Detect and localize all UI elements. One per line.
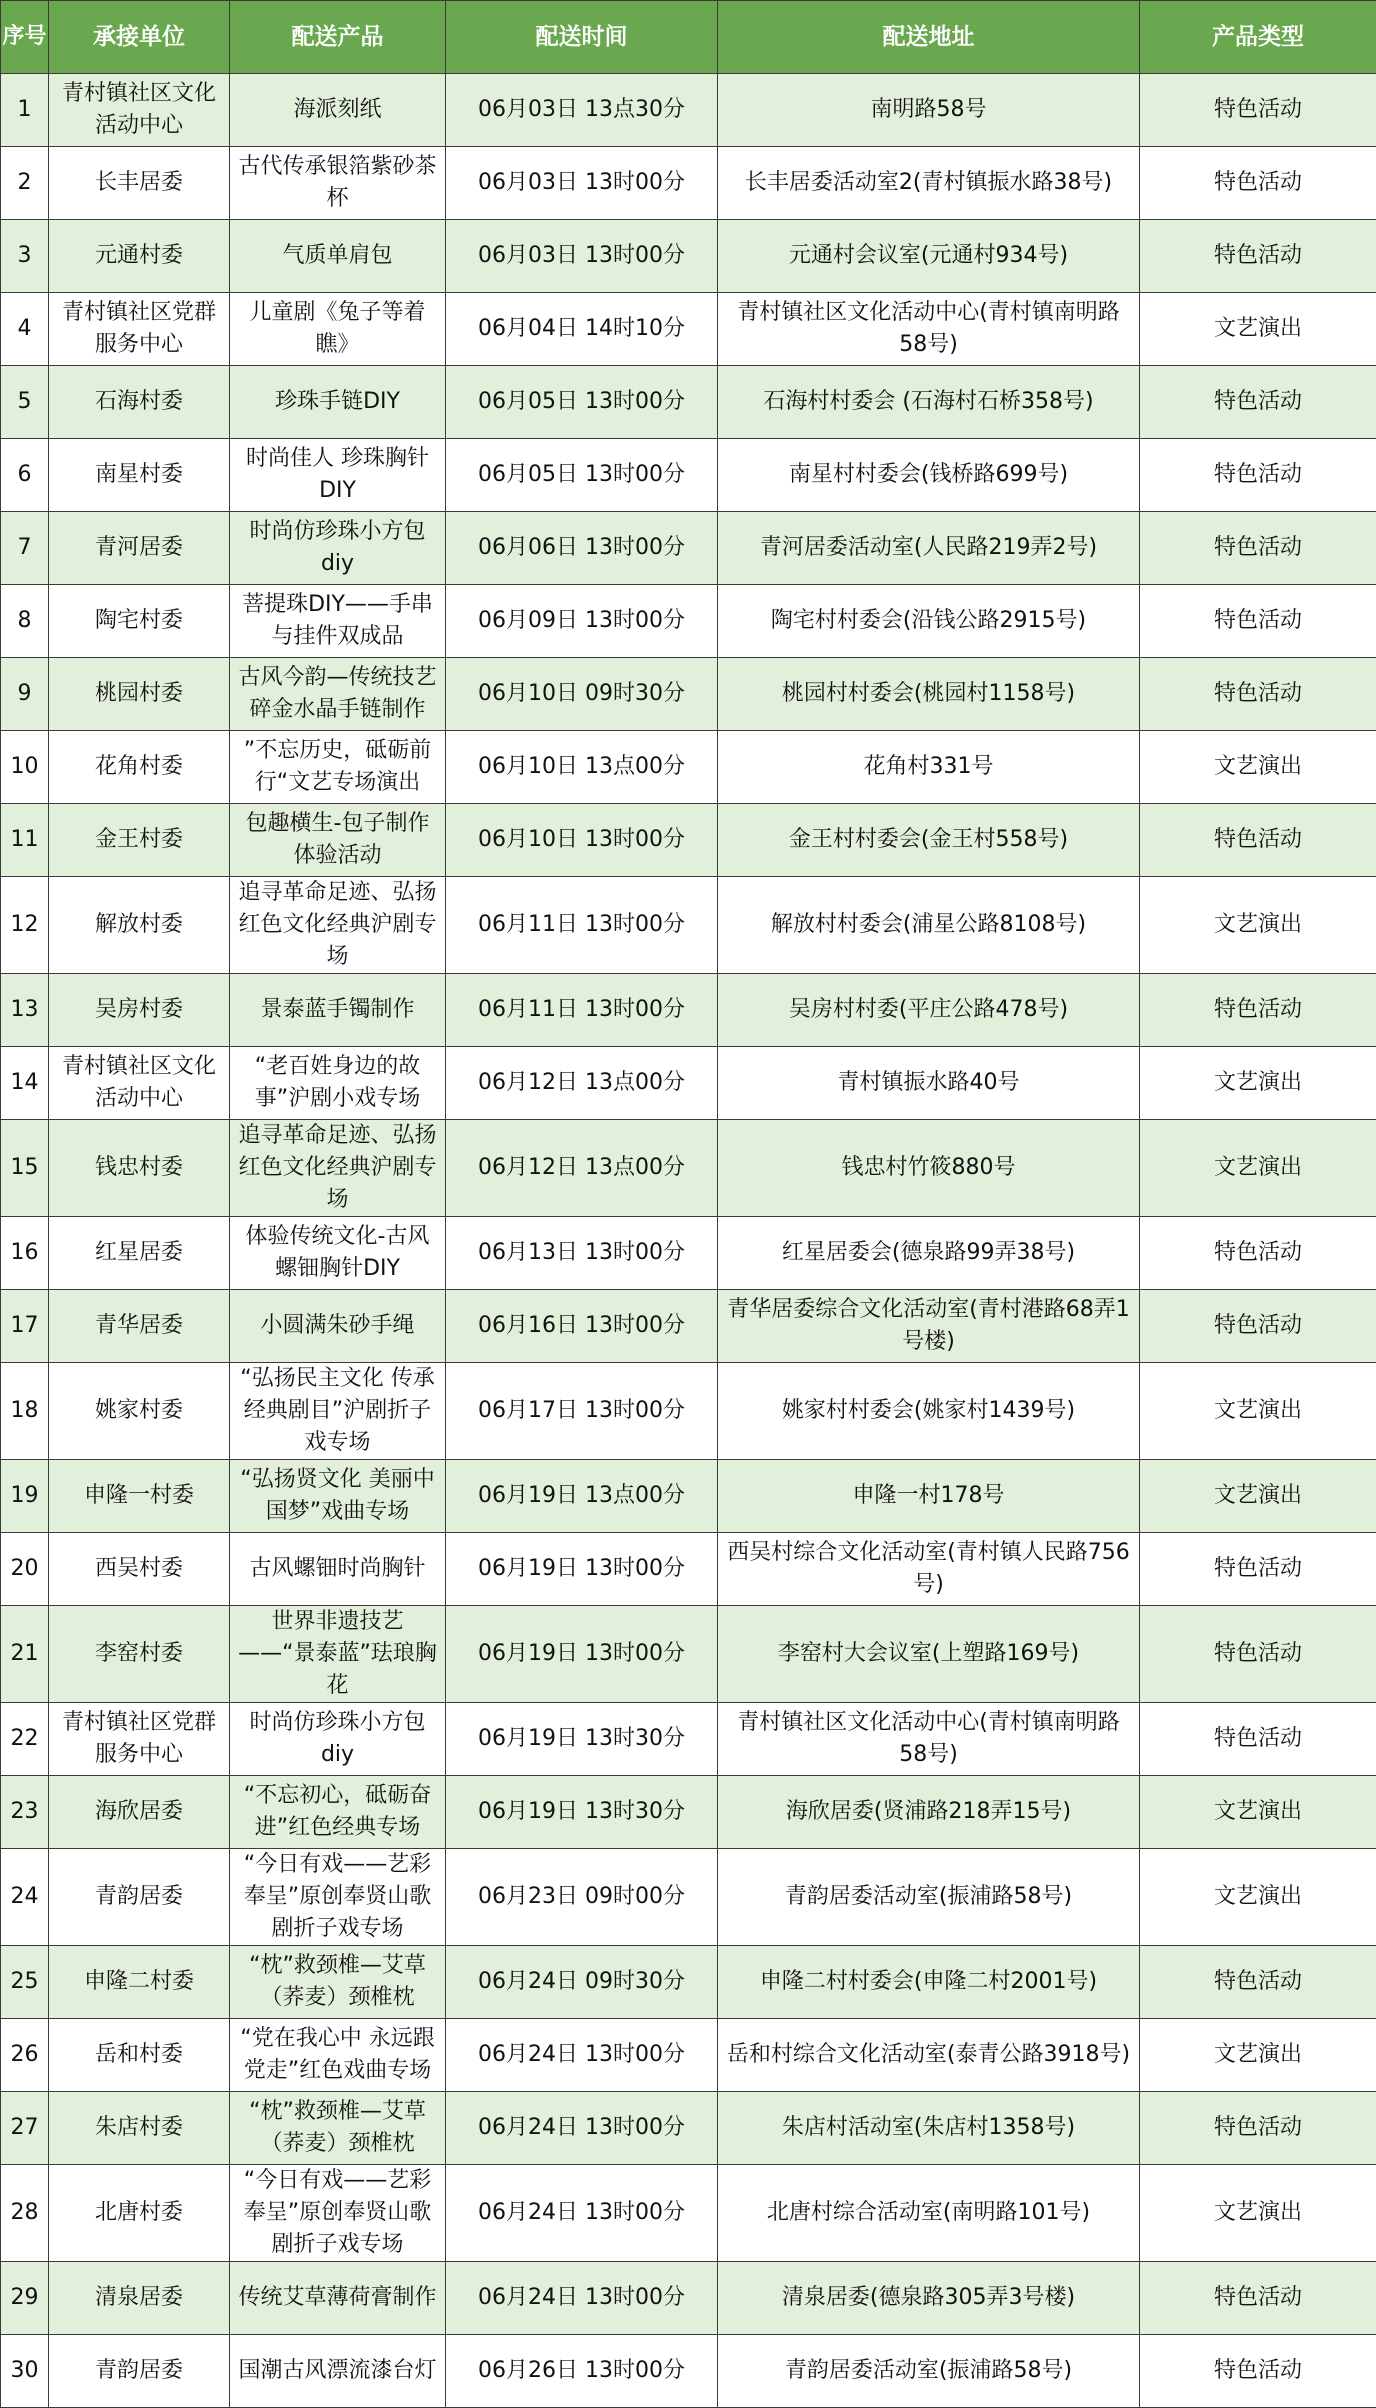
cell-index: 27 <box>1 2092 49 2165</box>
cell-time: 06月10日 09时30分 <box>446 658 718 731</box>
cell-type: 文艺演出 <box>1140 1776 1376 1849</box>
cell-product: 儿童剧《兔子等着瞧》 <box>230 293 446 366</box>
table-row <box>1 147 1376 220</box>
cell-address: 西吴村综合文化活动室(青村镇人民路756号) <box>718 1533 1140 1606</box>
cell-address: 青村镇社区文化活动中心(青村镇南明路58号) <box>718 293 1140 366</box>
cell-address: 石海村村委会 (石海村石桥358号) <box>718 366 1140 439</box>
table-row <box>1 2019 1376 2092</box>
cell-index: 28 <box>1 2165 49 2262</box>
cell-time: 06月11日 13时00分 <box>446 877 718 974</box>
table-row <box>1 1533 1376 1606</box>
cell-unit: 钱忠村委 <box>49 1120 230 1217</box>
cell-unit: 青华居委 <box>49 1290 230 1363</box>
cell-time: 06月05日 13时00分 <box>446 366 718 439</box>
cell-unit: 青韵居委 <box>49 2335 230 2408</box>
header-type: 产品类型 <box>1140 1 1376 74</box>
cell-product: 珍珠手链DIY <box>230 366 446 439</box>
cell-index: 1 <box>1 74 49 147</box>
cell-address: 北唐村综合活动室(南明路101号) <box>718 2165 1140 2262</box>
table-row <box>1 585 1376 658</box>
cell-type: 文艺演出 <box>1140 293 1376 366</box>
cell-product: 菩提珠DIY——手串与挂件双成品 <box>230 585 446 658</box>
cell-unit: 青村镇社区文化活动中心 <box>49 74 230 147</box>
cell-index: 20 <box>1 1533 49 1606</box>
cell-unit: 青村镇社区党群服务中心 <box>49 1703 230 1776</box>
table-row <box>1 220 1376 293</box>
cell-index: 18 <box>1 1363 49 1460</box>
cell-product: 世界非遗技艺——“景泰蓝”珐琅胸花 <box>230 1606 446 1703</box>
cell-unit: 石海村委 <box>49 366 230 439</box>
cell-index: 12 <box>1 877 49 974</box>
cell-address: 解放村村委会(浦星公路8108号) <box>718 877 1140 974</box>
cell-type: 文艺演出 <box>1140 2165 1376 2262</box>
cell-time: 06月26日 13时00分 <box>446 2335 718 2408</box>
table-row <box>1 366 1376 439</box>
cell-time: 06月19日 13时30分 <box>446 1703 718 1776</box>
cell-address: 清泉居委(德泉路305弄3号楼) <box>718 2262 1140 2335</box>
cell-type: 文艺演出 <box>1140 1363 1376 1460</box>
cell-type: 特色活动 <box>1140 1217 1376 1290</box>
cell-address: 岳和村综合文化活动室(泰青公路3918号) <box>718 2019 1140 2092</box>
cell-unit: 西吴村委 <box>49 1533 230 1606</box>
cell-type: 特色活动 <box>1140 585 1376 658</box>
cell-time: 06月19日 13时00分 <box>446 1606 718 1703</box>
cell-time: 06月24日 13时00分 <box>446 2019 718 2092</box>
cell-type: 特色活动 <box>1140 974 1376 1047</box>
cell-type: 特色活动 <box>1140 1946 1376 2019</box>
cell-time: 06月03日 13点30分 <box>446 74 718 147</box>
cell-index: 21 <box>1 1606 49 1703</box>
cell-address: 李窑村大会议室(上塑路169号) <box>718 1606 1140 1703</box>
cell-index: 5 <box>1 366 49 439</box>
cell-address: 南星村村委会(钱桥路699号) <box>718 439 1140 512</box>
table-row <box>1 877 1376 974</box>
table-row <box>1 1120 1376 1217</box>
cell-time: 06月19日 13点00分 <box>446 1460 718 1533</box>
cell-unit: 青村镇社区党群服务中心 <box>49 293 230 366</box>
cell-index: 19 <box>1 1460 49 1533</box>
cell-index: 10 <box>1 731 49 804</box>
cell-type: 特色活动 <box>1140 1290 1376 1363</box>
cell-time: 06月12日 13点00分 <box>446 1120 718 1217</box>
cell-address: 钱忠村竹筱880号 <box>718 1120 1140 1217</box>
cell-index: 22 <box>1 1703 49 1776</box>
cell-unit: 长丰居委 <box>49 147 230 220</box>
cell-index: 9 <box>1 658 49 731</box>
cell-unit: 朱店村委 <box>49 2092 230 2165</box>
header-row <box>1 1 1376 74</box>
cell-unit: 青韵居委 <box>49 1849 230 1946</box>
cell-time: 06月05日 13时00分 <box>446 439 718 512</box>
cell-address: 金王村村委会(金王村558号) <box>718 804 1140 877</box>
cell-address: 青华居委综合文化活动室(青村港路68弄1号楼) <box>718 1290 1140 1363</box>
table-row <box>1 1849 1376 1946</box>
cell-index: 2 <box>1 147 49 220</box>
table-row <box>1 1047 1376 1120</box>
cell-unit: 解放村委 <box>49 877 230 974</box>
cell-index: 16 <box>1 1217 49 1290</box>
cell-product: 小圆满朱砂手绳 <box>230 1290 446 1363</box>
table-row <box>1 804 1376 877</box>
table-row <box>1 512 1376 585</box>
table-row <box>1 974 1376 1047</box>
table-row <box>1 74 1376 147</box>
cell-product: 体验传统文化-古风螺钿胸针DIY <box>230 1217 446 1290</box>
cell-type: 特色活动 <box>1140 512 1376 585</box>
cell-product: 古风今韵—传统技艺 碎金水晶手链制作 <box>230 658 446 731</box>
table-row <box>1 439 1376 512</box>
cell-address: 申隆一村178号 <box>718 1460 1140 1533</box>
cell-product: ”不忘历史，砥砺前行“文艺专场演出 <box>230 731 446 804</box>
cell-index: 25 <box>1 1946 49 2019</box>
cell-unit: 北唐村委 <box>49 2165 230 2262</box>
cell-type: 文艺演出 <box>1140 731 1376 804</box>
cell-unit: 李窑村委 <box>49 1606 230 1703</box>
cell-type: 特色活动 <box>1140 2335 1376 2408</box>
cell-time: 06月17日 13时00分 <box>446 1363 718 1460</box>
cell-product: “党在我心中 永远跟党走”红色戏曲专场 <box>230 2019 446 2092</box>
cell-type: 特色活动 <box>1140 147 1376 220</box>
cell-address: 桃园村村委会(桃园村1158号) <box>718 658 1140 731</box>
cell-time: 06月10日 13点00分 <box>446 731 718 804</box>
table-row <box>1 731 1376 804</box>
cell-address: 青河居委活动室(人民路219弄2号) <box>718 512 1140 585</box>
cell-unit: 申隆一村委 <box>49 1460 230 1533</box>
cell-index: 14 <box>1 1047 49 1120</box>
cell-address: 陶宅村村委会(沿钱公路2915号) <box>718 585 1140 658</box>
cell-time: 06月03日 13时00分 <box>446 220 718 293</box>
cell-product: “枕”救颈椎—艾草（荞麦）颈椎枕 <box>230 2092 446 2165</box>
cell-type: 特色活动 <box>1140 1606 1376 1703</box>
cell-address: 青村镇社区文化活动中心(青村镇南明路58号) <box>718 1703 1140 1776</box>
header-address: 配送地址 <box>718 1 1140 74</box>
cell-type: 文艺演出 <box>1140 2019 1376 2092</box>
cell-time: 06月09日 13时00分 <box>446 585 718 658</box>
cell-unit: 红星居委 <box>49 1217 230 1290</box>
table-row <box>1 2092 1376 2165</box>
cell-product: 海派刻纸 <box>230 74 446 147</box>
cell-unit: 申隆二村委 <box>49 1946 230 2019</box>
cell-product: 古风螺钿时尚胸针 <box>230 1533 446 1606</box>
cell-index: 24 <box>1 1849 49 1946</box>
cell-address: 花角村331号 <box>718 731 1140 804</box>
cell-index: 17 <box>1 1290 49 1363</box>
header-index: 序号 <box>1 1 49 74</box>
cell-time: 06月16日 13时00分 <box>446 1290 718 1363</box>
cell-product: “枕”救颈椎—艾草（荞麦）颈椎枕 <box>230 1946 446 2019</box>
cell-type: 特色活动 <box>1140 2262 1376 2335</box>
cell-time: 06月24日 13时00分 <box>446 2092 718 2165</box>
cell-product: 追寻革命足迹、弘扬红色文化经典沪剧专场 <box>230 877 446 974</box>
cell-time: 06月24日 13时00分 <box>446 2165 718 2262</box>
table-row <box>1 1363 1376 1460</box>
cell-time: 06月03日 13时00分 <box>446 147 718 220</box>
cell-address: 朱店村活动室(朱店村1358号) <box>718 2092 1140 2165</box>
cell-product: “不忘初心，砥砺奋进”红色经典专场 <box>230 1776 446 1849</box>
cell-time: 06月13日 13时00分 <box>446 1217 718 1290</box>
cell-product: 时尚仿珍珠小方包diy <box>230 512 446 585</box>
cell-unit: 金王村委 <box>49 804 230 877</box>
table-row <box>1 658 1376 731</box>
table-row <box>1 2335 1376 2408</box>
cell-product: 时尚仿珍珠小方包diy <box>230 1703 446 1776</box>
cell-product: “今日有戏——艺彩奉呈”原创奉贤山歌剧折子戏专场 <box>230 1849 446 1946</box>
cell-time: 06月19日 13时30分 <box>446 1776 718 1849</box>
table-body <box>1 74 1376 2408</box>
cell-time: 06月19日 13时00分 <box>446 1533 718 1606</box>
header-product: 配送产品 <box>230 1 446 74</box>
cell-unit: 青河居委 <box>49 512 230 585</box>
cell-product: 气质单肩包 <box>230 220 446 293</box>
cell-address: 南明路58号 <box>718 74 1140 147</box>
header-unit: 承接单位 <box>49 1 230 74</box>
cell-index: 8 <box>1 585 49 658</box>
cell-unit: 元通村委 <box>49 220 230 293</box>
cell-address: 青韵居委活动室(振浦路58号) <box>718 2335 1140 2408</box>
cell-time: 06月24日 09时30分 <box>446 1946 718 2019</box>
table-row <box>1 1606 1376 1703</box>
table-row <box>1 1776 1376 1849</box>
cell-type: 特色活动 <box>1140 366 1376 439</box>
cell-type: 特色活动 <box>1140 658 1376 731</box>
cell-type: 特色活动 <box>1140 439 1376 512</box>
cell-type: 特色活动 <box>1140 2092 1376 2165</box>
cell-type: 特色活动 <box>1140 1703 1376 1776</box>
cell-unit: 吴房村委 <box>49 974 230 1047</box>
cell-index: 29 <box>1 2262 49 2335</box>
cell-time: 06月10日 13时00分 <box>446 804 718 877</box>
cell-unit: 岳和村委 <box>49 2019 230 2092</box>
cell-time: 06月12日 13点00分 <box>446 1047 718 1120</box>
table-row <box>1 2262 1376 2335</box>
table-row <box>1 2165 1376 2262</box>
cell-address: 元通村会议室(元通村934号) <box>718 220 1140 293</box>
cell-type: 文艺演出 <box>1140 1120 1376 1217</box>
cell-unit: 花角村委 <box>49 731 230 804</box>
cell-product: “弘扬民主文化 传承经典剧目”沪剧折子戏专场 <box>230 1363 446 1460</box>
cell-index: 26 <box>1 2019 49 2092</box>
cell-unit: 青村镇社区文化活动中心 <box>49 1047 230 1120</box>
header-time: 配送时间 <box>446 1 718 74</box>
cell-unit: 南星村委 <box>49 439 230 512</box>
cell-time: 06月11日 13时00分 <box>446 974 718 1047</box>
cell-unit: 清泉居委 <box>49 2262 230 2335</box>
cell-time: 06月23日 09时00分 <box>446 1849 718 1946</box>
table-row <box>1 1460 1376 1533</box>
cell-type: 文艺演出 <box>1140 1460 1376 1533</box>
cell-product: 追寻革命足迹、弘扬红色文化经典沪剧专场 <box>230 1120 446 1217</box>
cell-address: 青韵居委活动室(振浦路58号) <box>718 1849 1140 1946</box>
cell-address: 青村镇振水路40号 <box>718 1047 1140 1120</box>
cell-address: 姚家村村委会(姚家村1439号) <box>718 1363 1140 1460</box>
table-row <box>1 1217 1376 1290</box>
cell-time: 06月24日 13时00分 <box>446 2262 718 2335</box>
cell-address: 红星居委会(德泉路99弄38号) <box>718 1217 1140 1290</box>
cell-index: 4 <box>1 293 49 366</box>
cell-product: “今日有戏——艺彩奉呈”原创奉贤山歌剧折子戏专场 <box>230 2165 446 2262</box>
cell-type: 特色活动 <box>1140 804 1376 877</box>
cell-index: 13 <box>1 974 49 1047</box>
table-row <box>1 293 1376 366</box>
cell-index: 6 <box>1 439 49 512</box>
cell-time: 06月04日 14时10分 <box>446 293 718 366</box>
cell-type: 特色活动 <box>1140 74 1376 147</box>
cell-index: 15 <box>1 1120 49 1217</box>
cell-address: 吴房村村委(平庄公路478号) <box>718 974 1140 1047</box>
cell-address: 申隆二村村委会(申隆二村2001号) <box>718 1946 1140 2019</box>
cell-index: 7 <box>1 512 49 585</box>
cell-type: 特色活动 <box>1140 220 1376 293</box>
cell-index: 3 <box>1 220 49 293</box>
cell-index: 30 <box>1 2335 49 2408</box>
cell-unit: 姚家村委 <box>49 1363 230 1460</box>
table-row <box>1 1290 1376 1363</box>
cell-type: 文艺演出 <box>1140 1849 1376 1946</box>
cell-type: 特色活动 <box>1140 1533 1376 1606</box>
cell-product: 时尚佳人 珍珠胸针DIY <box>230 439 446 512</box>
cell-product: 包趣横生-包子制作体验活动 <box>230 804 446 877</box>
cell-time: 06月06日 13时00分 <box>446 512 718 585</box>
table-row <box>1 1946 1376 2019</box>
cell-address: 长丰居委活动室2(青村镇振水路38号) <box>718 147 1140 220</box>
cell-type: 文艺演出 <box>1140 1047 1376 1120</box>
cell-product: 景泰蓝手镯制作 <box>230 974 446 1047</box>
table-row <box>1 1703 1376 1776</box>
cell-product: 古代传承银箔紫砂茶杯 <box>230 147 446 220</box>
cell-index: 11 <box>1 804 49 877</box>
cell-unit: 陶宅村委 <box>49 585 230 658</box>
cell-product: “弘扬贤文化 美丽中国梦”戏曲专场 <box>230 1460 446 1533</box>
cell-index: 23 <box>1 1776 49 1849</box>
cell-address: 海欣居委(贤浦路218弄15号) <box>718 1776 1140 1849</box>
cell-product: 传统艾草薄荷膏制作 <box>230 2262 446 2335</box>
cell-unit: 海欣居委 <box>49 1776 230 1849</box>
cell-product: “老百姓身边的故事”沪剧小戏专场 <box>230 1047 446 1120</box>
cell-product: 国潮古风漂流漆台灯 <box>230 2335 446 2408</box>
cell-unit: 桃园村委 <box>49 658 230 731</box>
cell-type: 文艺演出 <box>1140 877 1376 974</box>
